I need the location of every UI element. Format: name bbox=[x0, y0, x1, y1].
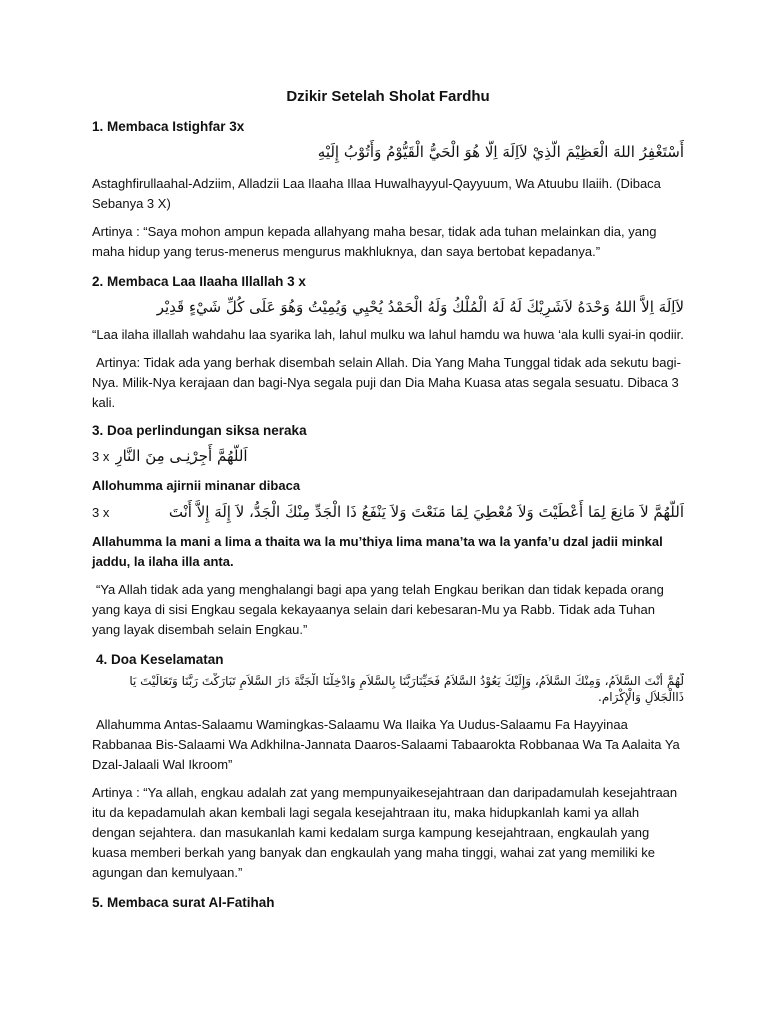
section-4-latin: Allahumma Antas-Salaamu Wamingkas-Salaamu Wa Ilaika Ya Uudus-Salaamu Fa Hayyinaa Rabbanaa Bis-Salaami Wa Adkhilna-Jannata Daaros-Salaami Tabaarokta Robbanaa Wa Ta Aalaita Ya Dzal-Jalaali Wal Ikroom” bbox=[92, 717, 680, 772]
repeat-count: 3 x bbox=[92, 448, 110, 464]
section-3-translation: “Ya Allah tidak ada yang menghalangi bagi apa yang telah Engkau berikan dan tidak kepada orang yang kaya di sisi Engkau segala kekayaanya selain dari kebesaran-Mu ya Rabb. Tidak ada Tuhan yang layak disembah selain Engkau.” bbox=[92, 582, 664, 637]
section-3-latin-b: Allahumma la mani a lima a thaita wa la mu’thiya lima mana’ta wa la yanfa’u dzal jadii minkal jaddu, la ilaha illa anta. bbox=[92, 534, 663, 569]
document-body bbox=[92, 88, 684, 916]
section-5-heading: 5. Membaca surat Al-Fatihah bbox=[92, 895, 275, 910]
section-3-heading: 3. Doa perlindungan siksa neraka bbox=[92, 423, 307, 438]
document-title: Dzikir Setelah Sholat Fardhu bbox=[286, 88, 490, 105]
section-1-arabic: أَسْتَغْفِرُ اللهَ الْعَظِيْمَ الَّذِيْ لاَاِلَهَ اِلَّا هُوَ الْحَيُّ الْقَيُّوْمُ وَأَتُوْبُ إِلَيْهِ bbox=[317, 143, 684, 161]
section-3-arabic-row-b bbox=[92, 500, 684, 524]
section-3-arabic-b: اَللَّهُمَّ لاَ مَانِعَ لِمَا أَعْطَيْتَ وَلاَ مُعْطِيَ لِمَا مَنَعْتَ وَلاَ يَنْفَعُ ذَا الْجَدِّ مِنْكَ الْجَدُّ، لاَ إِلَهَ إِلاَّ أَنْتَ bbox=[168, 503, 684, 521]
section-1-heading: 1. Membaca Istighfar 3x bbox=[92, 119, 245, 134]
section-3-arabic-a: اَللَّهُمَّ أَجِرْنِـى مِنَ النَّارِ bbox=[115, 447, 248, 465]
section-1-translation: Artinya : “Saya mohon ampun kepada allahyang maha besar, tidak ada tuhan melainkan dia, yang maha hidup yang terus-menerus mengurus makhluknya, dan saya bertobat kepadanya.” bbox=[92, 224, 657, 259]
section-2-arabic: لاَاِلَهَ اِلاَّ اللهُ وَحْدَهُ لاَشَرِيْكَ لَهُ لَهُ الْمُلْكُ وَلَهُ الْحَمْدُ يُحْيِي وَيُمِيْتُ وَهُوَ عَلَى كُلِّ شَيْءٍ قَدِيْر bbox=[156, 298, 684, 316]
section-4-arabic: لَّهُمَّ أَنْتَ السَّلاَمُ، وَمِنْكَ السَّلاَمُ، وَإِلَيْكَ يَعُوْدُ السَّلاَمُ فَحَيِّنَارَبَّنَا بِالسَّلاَمِ وَادْخِلْنَا الْجَنَّةَ دَارَ السَّلاَمِ تَبَارَكْتَ رَبَّنَا وَتَعَالَيْتَ يَا ذَاالْجَلاَلِ وَالْإِكْرَام. bbox=[129, 674, 684, 704]
section-2-heading: 2. Membaca Laa Ilaaha Illallah 3 x bbox=[92, 274, 306, 289]
section-3-latin-a: Allohumma ajirnii minanar dibaca bbox=[92, 478, 301, 493]
section-1-latin: Astaghfirullaahal-Adziim, Alladzii Laa Ilaaha Illaa Huwalhayyul-Qayyuum, Wa Atuubu Ilaiih. (Dibaca Sebanya 3 X) bbox=[92, 176, 661, 211]
repeat-count: 3 x bbox=[92, 504, 110, 520]
section-4-heading: 4. Doa Keselamatan bbox=[96, 652, 224, 667]
section-3-arabic-row-a bbox=[92, 444, 684, 468]
section-4-translation: Artinya : “Ya allah, engkau adalah zat yang mempunyaikesejahtraan dan daripadamulah kesejahtraan itu da kepadamulah akan kembali lagi segala kesejahtraan itu, maka hidupkanlah kami ya allah dengan sejahtera. dan masukanlah kami kedalam surga kampung kesejahtraan, engkaulah yang kuasa memberi berkah yang banyak dan engkaulah yang maha tinggi, wahai zat yang memiliki ke agungan dan kemulyaan.” bbox=[92, 785, 678, 880]
section-2-latin: “Laa ilaha illallah wahdahu laa syarika lah, lahul mulku wa lahul hamdu wa huwa ‘ala kulli syai-in qodiir. bbox=[92, 327, 684, 342]
section-2-translation: Artinya: Tidak ada yang berhak disembah selain Allah. Dia Yang Maha Tunggal tidak ada sekutu bagi-Nya. Milik-Nya kerajaan dan bagi-Nya segala puji dan Dia Maha Kuasa atas segala sesuatu. Dibaca 3 kali. bbox=[92, 355, 681, 410]
